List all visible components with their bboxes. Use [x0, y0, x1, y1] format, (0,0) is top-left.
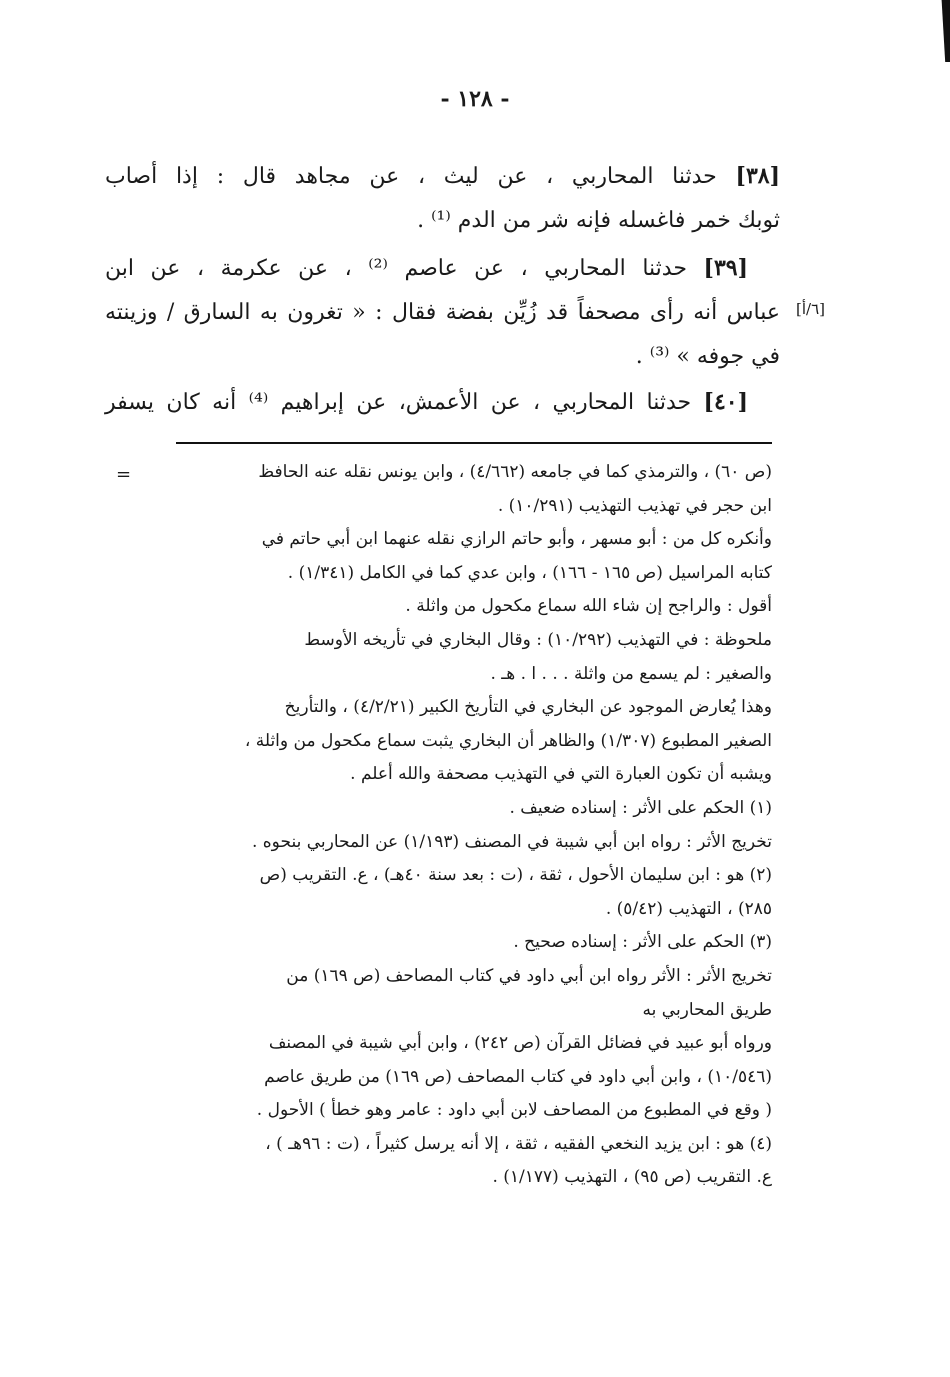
athar-38-line-1: [٣٨] حدثنا المحاربي ، عن ليث ، عن مجاهد قال : إذا أصاب	[105, 163, 780, 189]
footnote-line: ورواه أبو عبيد في فضائل القرآن (ص ٢٤٢) ، وابن أبي شيبة في المصنف	[268, 1033, 772, 1054]
footnote-line: والصغير : لم يسمع من واثلة . . . ا . هـ .	[490, 663, 772, 684]
footnote-line: ٢٨٥) ، التهذيب (٥/٤٢) .	[605, 898, 772, 919]
footnote-line: ( وقع في المطبوع من المصاحف لابن أبي داود : عامر وهو خطأ ) الأحول .	[256, 1100, 772, 1121]
athar-38	[105, 154, 780, 243]
footnotes	[114, 456, 772, 1195]
footnote-line: تخريج الأثر : رواه ابن أبي شيبة في المصنف (١/١٩٣) عن المحاربي بنحوه .	[251, 831, 772, 852]
footnote-separator	[176, 442, 772, 444]
footnote-4: (٤) هو : ابن يزيد النخعي الفقيه ، ثقة ، إلا أنه يرسل كثيراً ، (ت : ٩٦هـ ) ،	[265, 1133, 772, 1154]
athar-39-line-1: [٣٩] حدثنا المحاربي ، عن عاصم ⁽²⁾ ، عن عكرمة ، عن ابن	[105, 255, 748, 281]
footnote-line: وأنكره كل من : أبو مسهر ، وأبو حاتم الرازي نقله عنهما ابن أبي حاتم في	[261, 529, 772, 550]
athar-number: [٣٩]	[703, 255, 748, 281]
footnote-line: تخريج الأثر : الأثر رواه ابن أبي داود في كتاب المصاحف (ص ١٦٩) من	[286, 965, 772, 986]
footnote-line: أقول : والراجح إن شاء الله سماع مكحول من واثلة .	[405, 596, 772, 617]
footnote-line: طريق المحاربي به	[642, 999, 772, 1020]
athar-40	[105, 380, 780, 425]
footnote-1: (١) الحكم على الأثر : إسناده ضعيف .	[509, 797, 772, 818]
footnote-2: (٢) هو : ابن سليمان الأحول ، ثقة ، (ت : بعد سنة ٤٠هـ) ، ع. التقريب (ص	[259, 865, 772, 886]
footnote-line: ابن حجر في تهذيب التهذيب (١٠/٢٩١) .	[497, 495, 772, 516]
footnote-line: كتابه المراسيل (ص ١٦٥ - ١٦٦) ، وابن عدي كما في الكامل (١/٣٤١) .	[287, 562, 772, 583]
athar-39-line-2: عباس أنه رأى مصحفاً قد زُيِّن بفضة فقال : « تغرون به السارق / وزينته	[105, 300, 781, 325]
footnote-line: ويشبه أن تكون العبارة التي في التهذيب مصحفة والله أعلم .	[350, 764, 772, 785]
page-edge-mark	[938, 0, 950, 62]
manuscript-folio-note: [٦/أ]	[796, 300, 826, 318]
footnote-3: (٣) الحكم على الأثر : إسناده صحيح .	[513, 932, 772, 953]
footnote-line: (١٠/٥٤٦) ، وابن أبي داود في كتاب المصاحف (ص ١٦٩) من طريق عاصم	[264, 1066, 772, 1087]
footnote-line: وهذا يُعارض الموجود عن البخاري في التأريخ الكبير (٤/٢/٢١) ، والتأريخ	[284, 697, 772, 718]
continuation-mark: =	[116, 464, 132, 485]
footnote-line: الصغير المطبوع (١/٣٠٧) والظاهر أن البخاري يثبت سماع مكحول من واثلة ،	[244, 730, 772, 751]
athar-39-line-3: في جوفه » ⁽³⁾ .	[635, 344, 780, 369]
athar-38-line-2: ثوبك خمر فاغسله فإنه شر من الدم ⁽¹⁾ .	[417, 208, 780, 233]
athar-number: [٤٠]	[703, 389, 749, 415]
footnote-line: ملحوظة : في التهذيب (١٠/٢٩٢) : وقال البخاري في تأريخه الأوسط	[304, 629, 772, 650]
footnote-line: ع. التقريب (ص ٩٥) ، التهذيب (١/١٧٧) .	[492, 1167, 772, 1188]
footnote-line: (ص ٦٠) ، والترمذي كما في جامعه (٤/٦٦٢) ، وابن يونس نقله عنه الحافظ	[258, 462, 772, 482]
athar-40-line-1: [٤٠] حدثنا المحاربي ، عن الأعمش، عن إبراهيم ⁽⁴⁾ أنه كان يسفر	[105, 389, 749, 415]
athar-39	[105, 246, 780, 379]
page-number: - ١٢٨ -	[440, 86, 510, 112]
athar-number: [٣٨]	[735, 163, 780, 189]
